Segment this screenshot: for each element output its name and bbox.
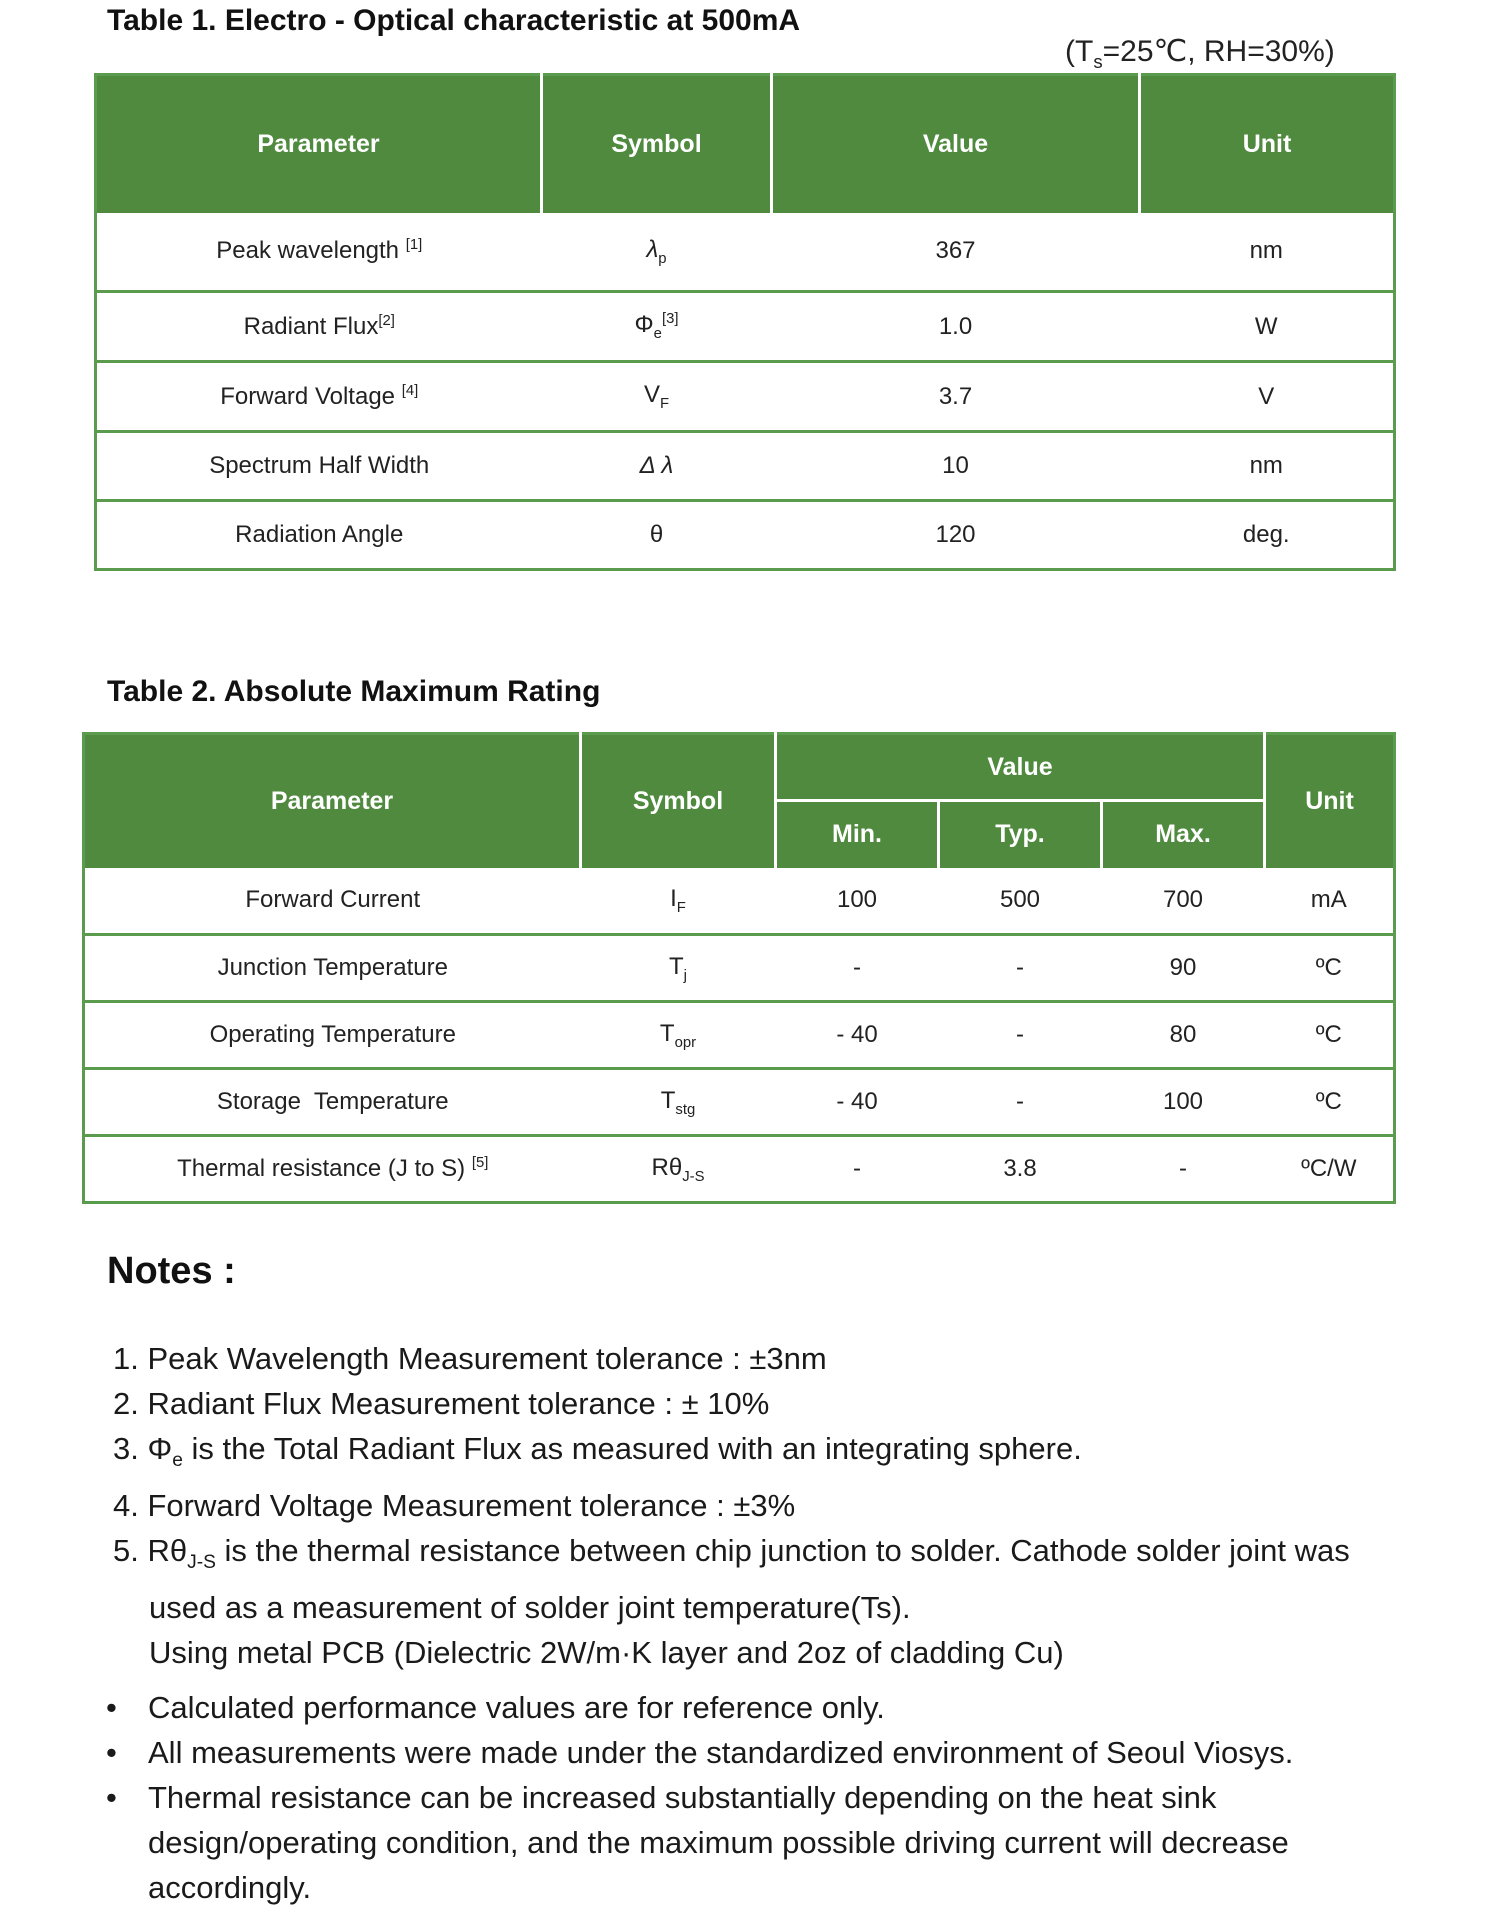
param-cell: Storage Temperature	[84, 1069, 581, 1136]
param-cell: Operating Temperature	[84, 1002, 581, 1069]
min-cell: - 40	[776, 1002, 939, 1069]
table-row	[96, 362, 1395, 432]
unit-cell: deg.	[1140, 501, 1395, 570]
unit-cell: V	[1140, 362, 1395, 432]
bullet-item: • Calculated performance values are for reference only.	[106, 1685, 1406, 1730]
unit-cell: ºC	[1265, 935, 1395, 1002]
symbol-cell: $\lambda_p$	[542, 213, 772, 292]
value-cell: 120	[772, 501, 1140, 570]
table-row	[84, 1069, 1395, 1136]
symbol-cell: $T_j$	[581, 935, 776, 1002]
param-cell: Forward Voltage [4]	[96, 362, 542, 432]
absolute-max-rating-table	[82, 732, 1396, 1204]
note-5: 5. $R\theta_{J-S}$ is the thermal resistance between chip junction to solder. Cathode solder joint was	[113, 1533, 1350, 1574]
unit-cell: nm	[1140, 432, 1395, 501]
notes-list	[113, 1336, 1413, 1675]
min-cell: -	[776, 1136, 939, 1203]
header-max: Max.	[1102, 801, 1265, 868]
symbol-cell: Δ λ	[542, 432, 772, 501]
value-cell: 1.0	[772, 292, 1140, 362]
param-cell: Radiation Angle	[96, 501, 542, 570]
min-cell: 100	[776, 868, 939, 935]
table1-title: Table 1. Electro - Optical characteristic at 500mA	[107, 4, 801, 37]
symbol-cell: θ	[542, 501, 772, 570]
table-row	[84, 868, 1395, 935]
note-5-continued: used as a measurement of solder joint temperature(Ts).	[149, 1590, 911, 1626]
unit-cell: W	[1140, 292, 1395, 362]
typ-cell: 500	[939, 868, 1102, 935]
notes-title: Notes :	[107, 1250, 236, 1292]
unit-cell: ºC	[1265, 1069, 1395, 1136]
bullet-item: • Thermal resistance can be increased substantially depending on the heat sink design/operating condition, and the maximum possible driving current will decrease accordingly.	[106, 1775, 1406, 1910]
value-cell: 3.7	[772, 362, 1140, 432]
bullet-item: • All measurements were made under the standardized environment of Seoul Viosys.	[106, 1730, 1406, 1775]
param-cell: Peak wavelength [1]	[96, 213, 542, 292]
table-row	[84, 1002, 1395, 1069]
header-min: Min.	[776, 801, 939, 868]
symbol-cell: $T_{opr}$	[581, 1002, 776, 1069]
table-row	[96, 432, 1395, 501]
table1-conditions: ($T_s=25℃$, RH=30%)	[1065, 35, 1335, 72]
value-cell: 367	[772, 213, 1140, 292]
max-cell: 80	[1102, 1002, 1265, 1069]
table-row	[96, 213, 1395, 292]
note-5-pcb: Using metal PCB (Dielectric 2W/m·K layer and 2oz of cladding Cu)	[149, 1635, 1064, 1671]
table-row	[84, 1136, 1395, 1203]
table-row	[84, 935, 1395, 1002]
table-row	[96, 292, 1395, 362]
param-cell: Forward Current	[84, 868, 581, 935]
header-parameter: Parameter	[84, 734, 581, 868]
electro-optical-table	[94, 73, 1396, 571]
header-symbol: Symbol	[581, 734, 776, 868]
unit-cell: ºC	[1265, 1002, 1395, 1069]
note-1: 1. Peak Wavelength Measurement tolerance : ±3nm	[113, 1341, 827, 1376]
symbol-cell: $I_F$	[581, 868, 776, 935]
value-cell: 10	[772, 432, 1140, 501]
max-cell: 700	[1102, 868, 1265, 935]
max-cell: 90	[1102, 935, 1265, 1002]
unit-cell: ºC/W	[1265, 1136, 1395, 1203]
max-cell: -	[1102, 1136, 1265, 1203]
min-cell: -	[776, 935, 939, 1002]
param-cell: Junction Temperature	[84, 935, 581, 1002]
header-unit: Unit	[1140, 75, 1395, 213]
header-unit: Unit	[1265, 734, 1395, 868]
note-2: 2. Radiant Flux Measurement tolerance : ± 10%	[113, 1386, 770, 1421]
note-3: 3. $\Phi_e$ is the Total Radiant Flux as measured with an integrating sphere.	[113, 1431, 1082, 1472]
bullet-marker: •	[106, 1690, 117, 1725]
typ-cell: -	[939, 1069, 1102, 1136]
symbol-cell: $R\theta_{J-S}$	[581, 1136, 776, 1203]
header-typ: Typ.	[939, 801, 1102, 868]
max-cell: 100	[1102, 1069, 1265, 1136]
header-value: Value	[776, 734, 1265, 801]
symbol-cell: $V_F$	[542, 362, 772, 432]
table2-title: Table 2. Absolute Maximum Rating	[107, 675, 601, 708]
table-row	[96, 501, 1395, 570]
bullet-marker: •	[106, 1780, 117, 1815]
note-4: 4. Forward Voltage Measurement tolerance : ±3%	[113, 1488, 796, 1524]
bullet-marker: •	[106, 1735, 117, 1770]
header-value: Value	[772, 75, 1140, 213]
unit-cell: mA	[1265, 868, 1395, 935]
typ-cell: -	[939, 935, 1102, 1002]
header-parameter: Parameter	[96, 75, 542, 213]
min-cell: - 40	[776, 1069, 939, 1136]
typ-cell: 3.8	[939, 1136, 1102, 1203]
header-symbol: Symbol	[542, 75, 772, 213]
bullet-list	[106, 1685, 1406, 1910]
unit-cell: nm	[1140, 213, 1395, 292]
param-cell: Spectrum Half Width	[96, 432, 542, 501]
param-cell: Thermal resistance (J to S) [5]	[84, 1136, 581, 1203]
typ-cell: -	[939, 1002, 1102, 1069]
symbol-cell: $\Phi_e[3]$	[542, 292, 772, 362]
param-cell: Radiant Flux[2]	[96, 292, 542, 362]
symbol-cell: $T_{stg}$	[581, 1069, 776, 1136]
